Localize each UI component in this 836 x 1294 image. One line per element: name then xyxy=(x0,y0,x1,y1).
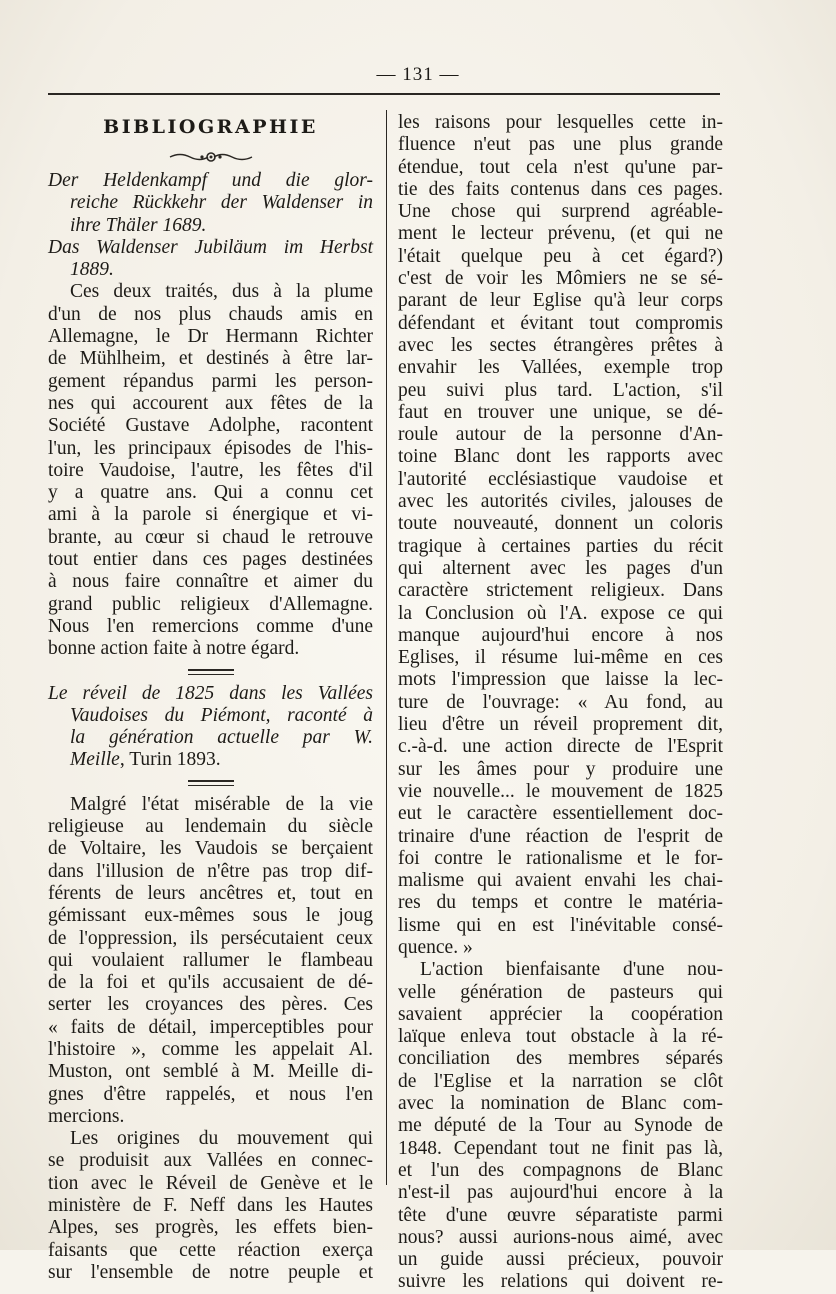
separator-rule xyxy=(188,669,234,675)
text-line: 1848. Cependant tout ne finit pas là, xyxy=(398,1137,723,1159)
entry1-body xyxy=(48,281,373,660)
column-divider xyxy=(386,110,387,1185)
text-line: Ces deux traités, dus à la plume xyxy=(70,281,373,303)
section-heading: BIBLIOGRAPHIE xyxy=(103,116,318,138)
text-line: trinaire d'une réaction de l'esprit de xyxy=(398,825,723,847)
text-line: l'autorité ecclésiastique vaudoise et xyxy=(398,468,723,490)
text-line: res du temps et contre le matéria- xyxy=(398,892,723,914)
text-line: n'est-il pas aujourd'hui encore à la xyxy=(398,1182,723,1204)
review-paragraph-2 xyxy=(398,959,723,1293)
text-line: religieuse au lendemain du siècle xyxy=(48,816,373,838)
text-line: Malgré l'état misérable de la vie xyxy=(70,793,373,815)
text-line: velle génération de pasteurs qui xyxy=(398,981,723,1003)
text-line: me député de la Tour au Synode de xyxy=(398,1115,723,1137)
text-line: Vaudoises du Piémont, raconté à xyxy=(70,704,373,726)
text-line: 1889. xyxy=(70,259,114,281)
text-line: ami à la parole si énergique et vi- xyxy=(48,504,373,526)
text-line: tragique à certaines parties du récit xyxy=(398,535,723,557)
text-line: tion avec le Réveil de Genève et le xyxy=(48,1172,373,1194)
text-line: gement répandus parmi les person- xyxy=(48,370,373,392)
text-line: savaient apprécier la coopération xyxy=(398,1003,723,1025)
text-line: Das Waldenser Jubiläum im Herbst xyxy=(48,236,373,258)
text-line: qui voulaient rallumer le flambeau xyxy=(48,949,373,971)
text-line: vie nouvelle... le mouvement de 1825 xyxy=(398,780,723,802)
text-line: d'un de nos plus chauds amis en xyxy=(48,303,373,325)
ornament-icon xyxy=(48,148,373,168)
text-line: faisants que cette réaction exerça xyxy=(48,1239,373,1261)
text-line: l'histoire », comme les appelait Al. xyxy=(48,1038,373,1060)
text-line: malisme qui avaient envahi les chai- xyxy=(398,870,723,892)
publication-place: , Turin 1893. xyxy=(119,749,221,771)
text-line: avec la nomination de Blanc com- xyxy=(398,1093,723,1115)
right-column xyxy=(398,112,723,1294)
text-line: qui alternent avec les pages d'un xyxy=(398,557,723,579)
review-paragraph-1 xyxy=(398,112,723,959)
text-line: la Conclusion où l'A. expose ce qui xyxy=(398,602,723,624)
text-line: c.-à-d. une action directe de l'Esprit xyxy=(398,736,723,758)
text-line: fluence n'eut pas une plus grande xyxy=(398,134,723,156)
text-line: ministère de F. Neff dans les Hautes xyxy=(48,1195,373,1217)
text-line: sur l'ensemble de notre peuple et xyxy=(48,1261,373,1283)
text-line: ment le lecteur prévenu, (et qui ne xyxy=(398,223,723,245)
entry2-body-2 xyxy=(48,1128,373,1284)
text-line: faut en trouver une unique, se dé- xyxy=(398,401,723,423)
text-line: ture de l'ouvrage: « Au fond, au xyxy=(398,691,723,713)
text-line: bonne action faite à notre égard. xyxy=(48,638,300,660)
text-line: étendue, tout cela n'est qu'une par- xyxy=(398,156,723,178)
left-column xyxy=(48,112,373,1284)
text-line: tête d'une œuvre séparatiste parmi xyxy=(398,1204,723,1226)
text-line: dans l'illusion de n'être pas trop dif- xyxy=(48,860,373,882)
text-line: toine Blanc dont les rapports avec xyxy=(398,446,723,468)
text-line: gémissant eux-mêmes sous le joug xyxy=(48,905,373,927)
entry2-title-last-line xyxy=(48,749,373,771)
text-line: grand public religieux d'Allemagne. xyxy=(48,593,373,615)
text-line: à nous faire connaître et aimer du xyxy=(48,571,373,593)
text-line: Alpes, ses progrès, les effets bien- xyxy=(48,1217,373,1239)
entry2-title xyxy=(48,683,373,750)
text-line: toute nouveauté, donnent un coloris xyxy=(398,513,723,535)
text-line: mercions. xyxy=(48,1105,125,1127)
text-line: de l'oppression, ils persécutaient ceux xyxy=(48,927,373,949)
text-line: la génération actuelle par W. xyxy=(70,727,373,749)
text-line: conciliation des membres séparés xyxy=(398,1048,723,1070)
text-line: envahir les Vallées, exemple trop xyxy=(398,357,723,379)
text-line: toire Vaudoise, l'autre, les fêtes d'il xyxy=(48,459,373,481)
text-line: Muston, ont semblé à M. Meille di- xyxy=(48,1061,373,1083)
text-line: parant de leur Eglise qu'à leur corps xyxy=(398,290,723,312)
text-line: l'était quelque peu à cet égard?) xyxy=(398,245,723,267)
page-number: — 131 — xyxy=(376,64,460,85)
entry1-title xyxy=(48,170,373,281)
text-line: serter les croyances des pères. Ces xyxy=(48,994,373,1016)
text-line: brante, au cœur si chaud le retrouve xyxy=(48,526,373,548)
text-line: laïque enleva tout obstacle à la ré- xyxy=(398,1026,723,1048)
separator-rule xyxy=(188,780,234,786)
text-line: caractère strictement religieux. Dans xyxy=(398,580,723,602)
text-line: de la foi et qu'ils accusaient de dé- xyxy=(48,972,373,994)
text-line: c'est de voir les Mômiers ne se sé- xyxy=(398,268,723,290)
text-line: de Voltaire, les Vaudois se berçaient xyxy=(48,838,373,860)
text-line: Les origines du mouvement qui xyxy=(70,1128,373,1150)
text-line: de Mühlheim, et destinés à être lar- xyxy=(48,348,373,370)
text-line: ihre Thäler 1689. xyxy=(70,214,207,236)
text-line: de l'Eglise et la narration se clôt xyxy=(398,1070,723,1092)
text-line: foi contre le rationalisme et le for- xyxy=(398,847,723,869)
text-line: les raisons pour lesquelles cette in- xyxy=(398,112,723,133)
text-line: Nous l'en remercions comme d'une xyxy=(48,615,373,637)
text-line: quence. » xyxy=(398,936,473,958)
text-line: eut le caractère essentiellement doc- xyxy=(398,803,723,825)
text-line: Société Gustave Adolphe, racontent xyxy=(48,415,373,437)
text-line: l'un, les principaux épisodes de l'his- xyxy=(48,437,373,459)
author-name: Meille xyxy=(70,749,120,771)
header-rule xyxy=(48,93,720,95)
text-line: « faits de détail, imperceptibles pour xyxy=(48,1016,373,1038)
text-line: suivre les relations qui doivent re- xyxy=(398,1271,723,1293)
text-line: Le réveil de 1825 dans les Vallées xyxy=(48,682,373,704)
text-line: y a quatre ans. Qui a connu cet xyxy=(48,482,373,504)
text-line: nes qui accourent aux fêtes de la xyxy=(48,392,373,414)
text-line: lieu d'être un réveil proprement dit, xyxy=(398,714,723,736)
text-line: avec les autorités civiles, jalouses de xyxy=(398,491,723,513)
text-line: Eglises, il résume lui-même en ces xyxy=(398,647,723,669)
text-line: roule autour de la personne d'An- xyxy=(398,424,723,446)
text-line: nous? aussi aurions-nous aimé, avec xyxy=(398,1226,723,1248)
text-line: Une chose qui surprend agréable- xyxy=(398,201,723,223)
text-line: se produisit aux Vallées en connec- xyxy=(48,1150,373,1172)
text-line: mots l'impression que laisse la lec- xyxy=(398,669,723,691)
text-line: gnes d'être rappelés, et nous l'en xyxy=(48,1083,373,1105)
text-line: Der Heldenkampf und die glor- xyxy=(48,170,373,191)
text-line: tout entier dans ces pages destinées xyxy=(48,549,373,571)
text-line: reiche Rückkehr der Waldenser in xyxy=(70,192,373,214)
text-line: un guide aussi précieux, pouvoir xyxy=(398,1249,723,1271)
text-line: défendant et évitant tout compromis xyxy=(398,312,723,334)
text-line: sur les âmes pour y produire une xyxy=(398,758,723,780)
text-line: Allemagne, le Dr Hermann Richter xyxy=(48,326,373,348)
text-line: manque aujourd'hui encore à nos xyxy=(398,624,723,646)
entry2-body xyxy=(48,794,373,1128)
text-line: férents de leurs ancêtres et, tout en xyxy=(48,882,373,904)
text-line: lisme qui en est l'inévitable consé- xyxy=(398,914,723,936)
text-line: tie des faits contenus dans ces pages. xyxy=(398,178,723,200)
text-line: peu suivi plus tard. L'action, s'il xyxy=(398,379,723,401)
text-line: et l'un des compagnons de Blanc xyxy=(398,1159,723,1181)
text-line: avec les sectes étrangères prêtes à xyxy=(398,334,723,356)
text-line: L'action bienfaisante d'une nou- xyxy=(420,959,723,981)
